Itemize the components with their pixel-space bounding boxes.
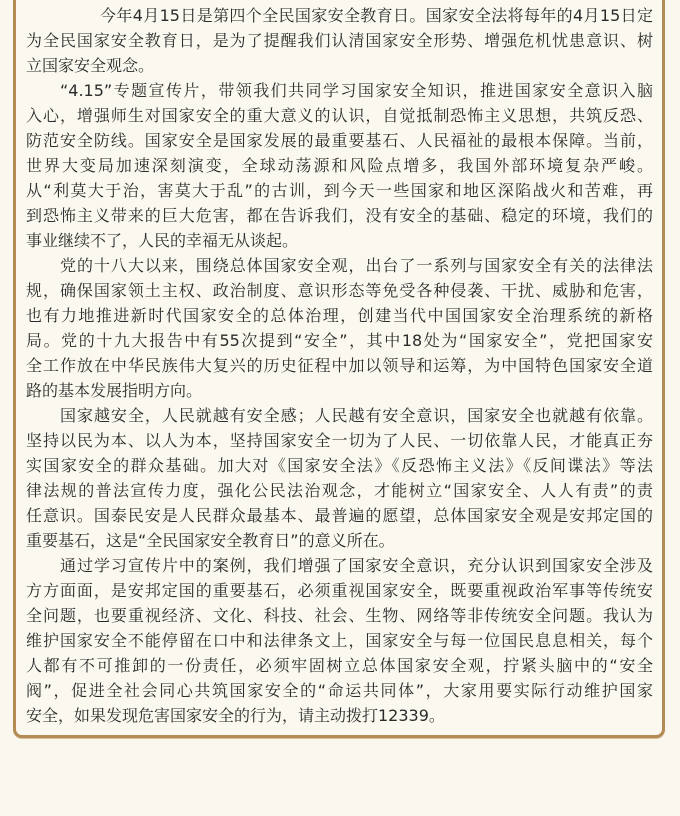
paragraph-line: 党的十八大以来，围绕总体国家安全观，出台了一系列与国家安全有关的法律法: [60, 256, 653, 275]
paragraph-line: 任意识。国泰民安是人民群众最基本、最普遍的愿望，总体国家安全观是安邦定国的: [26, 506, 653, 525]
article-paragraph: [26, 403, 653, 553]
paragraph-line: 立国家安全观念。: [26, 56, 155, 75]
paragraph-line: 方方面面，是安邦定国的重要基石，必须重视国家安全，既要重视政治军事等传统安: [26, 581, 653, 600]
paragraph-line: 通过学习宣传片中的案例，我们增强了国家安全意识，充分认识到国家安全涉及: [60, 556, 653, 575]
paragraph-line: 入心，增强师生对国家安全的重大意义的认识，自觉抵制恐怖主义思想，共筑反恐、: [26, 106, 653, 125]
paragraph-line: 重要基石，这是“全民国家安全教育日”的意义所在。: [26, 531, 395, 550]
paragraph-line: 阀”，促进全社会同心共筑国家安全的“命运共同体”，大家用要实际行动维护国家: [26, 681, 653, 700]
paragraph-line: 局。党的十九大报告中有55次提到“安全”，其中18处为“国家安全”，党把国家安: [26, 331, 653, 350]
paragraph-line: 人都有不可推卸的一份责任，必须牢固树立总体国家安全观，拧紧头脑中的“安全: [26, 656, 653, 675]
paragraph-line: 坚持以民为本、以人为本，坚持国家安全一切为了人民、一切依靠人民，才能真正夯: [26, 431, 653, 450]
paragraph-line: 安全，如果发现危害国家安全的行为，请主动拨打12339。: [26, 706, 445, 725]
paragraph-line: 今年4月15日是第四个全民国家安全教育日。国家安全法将每年的4月15日定: [100, 6, 653, 25]
article-paragraph: [26, 253, 653, 403]
paragraph-line: “4.15”专题宣传片，带领我们共同学习国家安全知识，推进国家安全意识入脑: [60, 81, 653, 100]
paragraph-line: 全工作放在中华民族伟大复兴的历史征程中加以领导和运筹，为中国特色国家安全道: [26, 356, 653, 375]
article-paragraph: [26, 78, 653, 253]
paragraph-line: 事业继续不了，人民的幸福无从谈起。: [26, 231, 299, 250]
paragraph-line: 防范安全防线。国家安全是国家发展的最重要基石、人民福祉的最根本保障。当前，: [26, 131, 653, 150]
paragraph-line: 世界大变局加速深刻演变，全球动荡源和风险点增多，我国外部环境复杂严峻。: [26, 156, 653, 175]
paragraph-line: 从“利莫大于治，害莫大于乱”的古训，到今天一些国家和地区深陷战火和苦难，再: [26, 181, 653, 200]
paragraph-line: 规，确保国家领土主权、政治制度、意识形态等免受各种侵袭、干扰、威胁和危害，: [26, 281, 653, 300]
article-body: [26, 3, 653, 728]
paragraph-line: 到恐怖主义带来的巨大危害，都在告诉我们，没有安全的基础、稳定的环境，我们的: [26, 206, 653, 225]
paragraph-line: 实国家安全的群众基础。加大对《国家安全法》《反恐怖主义法》《反间谍法》等法: [26, 456, 653, 475]
paragraph-line: 也有力地推进新时代国家安全的总体治理，创建当代中国国家安全治理系统的新格: [26, 306, 653, 325]
paragraph-line: 维护国家安全不能停留在口中和法律条文上，国家安全与每一位国民息息相关，每个: [26, 631, 653, 650]
paragraph-line: 国家越安全，人民就越有安全感；人民越有安全意识，国家安全也就越有依靠。: [60, 406, 653, 425]
paragraph-line: 全问题，也要重视经济、文化、科技、社会、生物、网络等非传统安全问题。我认为: [26, 606, 653, 625]
paragraph-line: 路的基本发展指明方向。: [26, 381, 203, 400]
paragraph-line: 为全民国家安全教育日，是为了提醒我们认清国家安全形势、增强危机忧患意识、树: [26, 31, 653, 50]
paragraph-line: 律法规的普法宣传力度，强化公民法治观念，才能树立“国家安全、人人有责”的责: [26, 481, 653, 500]
article-paragraph: [26, 553, 653, 728]
article-paragraph: [26, 3, 653, 78]
